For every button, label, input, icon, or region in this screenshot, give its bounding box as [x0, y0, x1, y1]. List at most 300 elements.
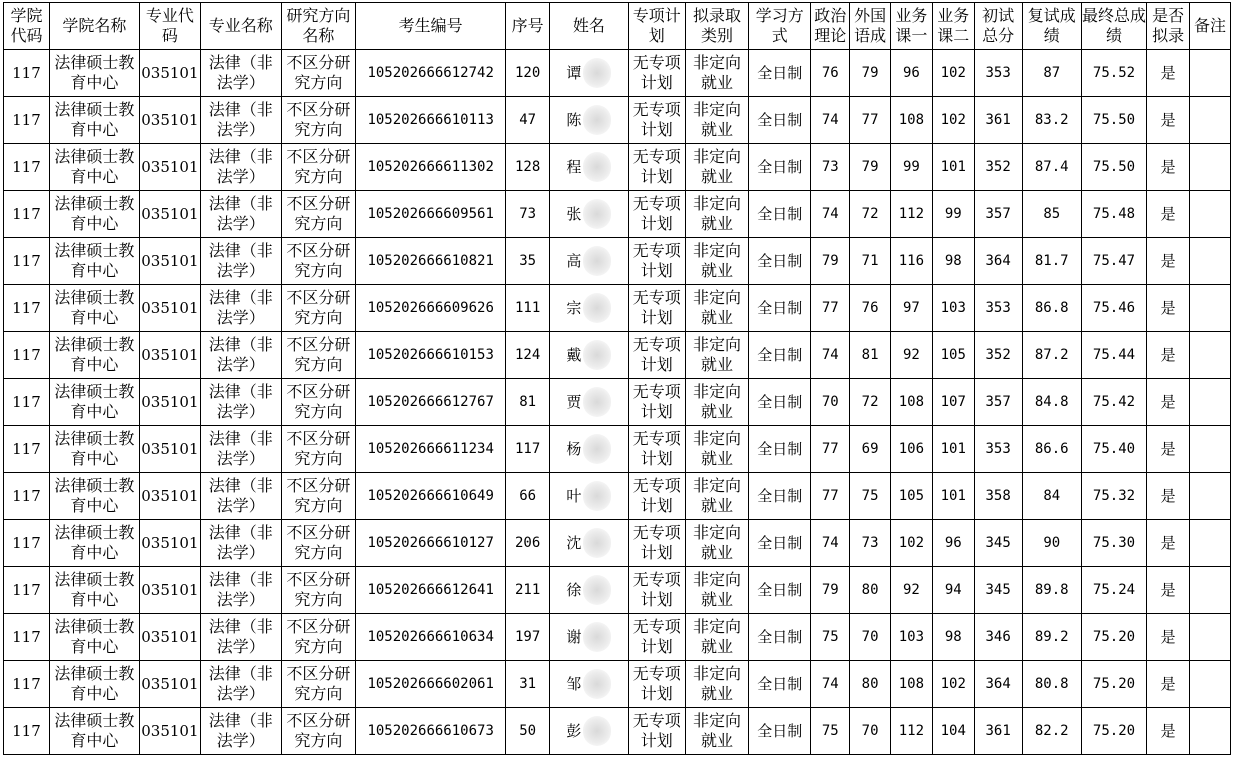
exam-id-cell: 105202666612641	[356, 567, 506, 614]
course1-cell: 97	[890, 285, 932, 332]
final-cell: 75.50	[1081, 97, 1146, 144]
course2-cell: 104	[932, 708, 974, 755]
name-redaction-blur	[583, 340, 611, 370]
header-mode: 学习方式	[749, 3, 811, 50]
course1-cell: 108	[890, 97, 932, 144]
retest-cell: 80.8	[1022, 661, 1081, 708]
foreign-cell: 71	[850, 238, 891, 285]
major-name-cell: 法律（非法学）	[200, 661, 281, 708]
retest-cell: 85	[1022, 191, 1081, 238]
name-cell	[550, 238, 629, 285]
plan-cell: 无专项计划	[628, 238, 685, 285]
note-cell	[1190, 614, 1231, 661]
course1-cell: 112	[890, 708, 932, 755]
exam-id-cell: 105202666612767	[356, 379, 506, 426]
course1-cell: 92	[890, 567, 932, 614]
name-surname: 彭	[566, 722, 582, 740]
foreign-cell: 77	[850, 97, 891, 144]
final-cell: 75.44	[1081, 332, 1146, 379]
foreign-cell: 70	[850, 708, 891, 755]
course1-cell: 92	[890, 332, 932, 379]
final-cell: 75.47	[1081, 238, 1146, 285]
note-cell	[1190, 285, 1231, 332]
college-code-cell: 117	[4, 379, 50, 426]
seq-cell: 81	[506, 379, 550, 426]
major-name-cell: 法律（非法学）	[200, 567, 281, 614]
major-name-cell: 法律（非法学）	[200, 238, 281, 285]
mode-cell: 全日制	[749, 473, 811, 520]
retest-cell: 84	[1022, 473, 1081, 520]
direction-cell: 不区分研究方向	[281, 97, 356, 144]
final-cell: 75.20	[1081, 614, 1146, 661]
major-name-cell: 法律（非法学）	[200, 50, 281, 97]
name-surname: 叶	[566, 487, 582, 505]
retest-cell: 90	[1022, 520, 1081, 567]
name-surname: 张	[566, 205, 582, 223]
college-name-cell: 法律硕士教育中心	[49, 379, 139, 426]
category-cell: 非定向就业	[685, 708, 748, 755]
name-cell	[550, 332, 629, 379]
course2-cell: 101	[932, 144, 974, 191]
note-cell	[1190, 426, 1231, 473]
direction-cell: 不区分研究方向	[281, 332, 356, 379]
table-row	[4, 379, 1231, 426]
politics-cell: 73	[811, 144, 850, 191]
politics-cell: 74	[811, 97, 850, 144]
direction-cell: 不区分研究方向	[281, 379, 356, 426]
politics-cell: 74	[811, 332, 850, 379]
politics-cell: 75	[811, 708, 850, 755]
mode-cell: 全日制	[749, 144, 811, 191]
table-row	[4, 144, 1231, 191]
redacted-name	[566, 387, 611, 417]
admitted-cell: 是	[1147, 708, 1190, 755]
redacted-name	[566, 340, 611, 370]
header-final: 最终总成绩	[1081, 3, 1146, 50]
header-direction: 研究方向名称	[281, 3, 356, 50]
course1-cell: 108	[890, 379, 932, 426]
major-code-cell: 035101	[139, 614, 200, 661]
politics-cell: 79	[811, 238, 850, 285]
final-cell: 75.48	[1081, 191, 1146, 238]
seq-cell: 120	[506, 50, 550, 97]
final-cell: 75.30	[1081, 520, 1146, 567]
major-name-cell: 法律（非法学）	[200, 191, 281, 238]
major-code-cell: 035101	[139, 708, 200, 755]
name-cell	[550, 567, 629, 614]
retest-cell: 86.6	[1022, 426, 1081, 473]
college-name-cell: 法律硕士教育中心	[49, 191, 139, 238]
redacted-name	[566, 481, 611, 511]
name-surname: 谭	[566, 64, 582, 82]
plan-cell: 无专项计划	[628, 191, 685, 238]
redacted-name	[566, 293, 611, 323]
college-code-cell: 117	[4, 191, 50, 238]
note-cell	[1190, 238, 1231, 285]
college-code-cell: 117	[4, 285, 50, 332]
major-code-cell: 035101	[139, 426, 200, 473]
course2-cell: 102	[932, 50, 974, 97]
exam-id-cell: 105202666611302	[356, 144, 506, 191]
retest-cell: 84.8	[1022, 379, 1081, 426]
exam-id-cell: 105202666610634	[356, 614, 506, 661]
course2-cell: 101	[932, 426, 974, 473]
name-cell	[550, 50, 629, 97]
table-row	[4, 426, 1231, 473]
redacted-name	[566, 528, 611, 558]
admission-table	[3, 2, 1231, 755]
name-surname: 贾	[566, 393, 582, 411]
seq-cell: 73	[506, 191, 550, 238]
category-cell: 非定向就业	[685, 473, 748, 520]
college-name-cell: 法律硕士教育中心	[49, 520, 139, 567]
plan-cell: 无专项计划	[628, 614, 685, 661]
mode-cell: 全日制	[749, 614, 811, 661]
admitted-cell: 是	[1147, 661, 1190, 708]
exam-id-cell: 105202666609626	[356, 285, 506, 332]
foreign-cell: 79	[850, 50, 891, 97]
retest-cell: 89.8	[1022, 567, 1081, 614]
plan-cell: 无专项计划	[628, 708, 685, 755]
exam-id-cell: 105202666610649	[356, 473, 506, 520]
name-redaction-blur	[583, 246, 611, 276]
seq-cell: 211	[506, 567, 550, 614]
plan-cell: 无专项计划	[628, 379, 685, 426]
major-code-cell: 035101	[139, 332, 200, 379]
college-name-cell: 法律硕士教育中心	[49, 97, 139, 144]
course1-cell: 102	[890, 520, 932, 567]
admitted-cell: 是	[1147, 614, 1190, 661]
course2-cell: 103	[932, 285, 974, 332]
foreign-cell: 79	[850, 144, 891, 191]
name-surname: 宗	[566, 299, 582, 317]
category-cell: 非定向就业	[685, 144, 748, 191]
note-cell	[1190, 144, 1231, 191]
direction-cell: 不区分研究方向	[281, 238, 356, 285]
major-code-cell: 035101	[139, 191, 200, 238]
direction-cell: 不区分研究方向	[281, 614, 356, 661]
name-cell	[550, 426, 629, 473]
seq-cell: 111	[506, 285, 550, 332]
note-cell	[1190, 520, 1231, 567]
course1-cell: 106	[890, 426, 932, 473]
initial-cell: 352	[974, 332, 1022, 379]
major-name-cell: 法律（非法学）	[200, 332, 281, 379]
redacted-name	[566, 434, 611, 464]
initial-cell: 352	[974, 144, 1022, 191]
seq-cell: 117	[506, 426, 550, 473]
direction-cell: 不区分研究方向	[281, 144, 356, 191]
direction-cell: 不区分研究方向	[281, 520, 356, 567]
major-name-cell: 法律（非法学）	[200, 379, 281, 426]
course2-cell: 101	[932, 473, 974, 520]
mode-cell: 全日制	[749, 191, 811, 238]
category-cell: 非定向就业	[685, 520, 748, 567]
final-cell: 75.42	[1081, 379, 1146, 426]
seq-cell: 206	[506, 520, 550, 567]
course2-cell: 94	[932, 567, 974, 614]
initial-cell: 353	[974, 285, 1022, 332]
course1-cell: 99	[890, 144, 932, 191]
direction-cell: 不区分研究方向	[281, 50, 356, 97]
college-code-cell: 117	[4, 50, 50, 97]
redacted-name	[566, 199, 611, 229]
seq-cell: 124	[506, 332, 550, 379]
header-name: 姓名	[550, 3, 629, 50]
initial-cell: 357	[974, 191, 1022, 238]
redacted-name	[566, 105, 611, 135]
name-surname: 戴	[566, 346, 582, 364]
direction-cell: 不区分研究方向	[281, 473, 356, 520]
name-surname: 杨	[566, 440, 582, 458]
retest-cell: 89.2	[1022, 614, 1081, 661]
name-redaction-blur	[583, 105, 611, 135]
admitted-cell: 是	[1147, 97, 1190, 144]
politics-cell: 74	[811, 520, 850, 567]
retest-cell: 87.4	[1022, 144, 1081, 191]
major-name-cell: 法律（非法学）	[200, 473, 281, 520]
note-cell	[1190, 661, 1231, 708]
header-note: 备注	[1190, 3, 1231, 50]
table-row	[4, 473, 1231, 520]
mode-cell: 全日制	[749, 520, 811, 567]
major-code-cell: 035101	[139, 567, 200, 614]
college-code-cell: 117	[4, 426, 50, 473]
seq-cell: 128	[506, 144, 550, 191]
retest-cell: 87.2	[1022, 332, 1081, 379]
plan-cell: 无专项计划	[628, 332, 685, 379]
name-surname: 沈	[566, 534, 582, 552]
college-code-cell: 117	[4, 332, 50, 379]
admitted-cell: 是	[1147, 379, 1190, 426]
header-initial: 初试总分	[974, 3, 1022, 50]
name-surname: 邹	[566, 675, 582, 693]
exam-id-cell: 105202666610113	[356, 97, 506, 144]
header-foreign: 外国语成	[850, 3, 891, 50]
name-surname: 高	[566, 252, 582, 270]
category-cell: 非定向就业	[685, 238, 748, 285]
initial-cell: 345	[974, 567, 1022, 614]
final-cell: 75.32	[1081, 473, 1146, 520]
name-redaction-blur	[583, 669, 611, 699]
mode-cell: 全日制	[749, 426, 811, 473]
seq-cell: 66	[506, 473, 550, 520]
major-code-cell: 035101	[139, 285, 200, 332]
redacted-name	[566, 575, 611, 605]
major-code-cell: 035101	[139, 520, 200, 567]
politics-cell: 77	[811, 473, 850, 520]
course2-cell: 99	[932, 191, 974, 238]
name-cell	[550, 191, 629, 238]
direction-cell: 不区分研究方向	[281, 285, 356, 332]
table-row	[4, 238, 1231, 285]
college-name-cell: 法律硕士教育中心	[49, 238, 139, 285]
major-name-cell: 法律（非法学）	[200, 285, 281, 332]
name-surname: 程	[566, 158, 582, 176]
college-code-cell: 117	[4, 661, 50, 708]
table-row	[4, 191, 1231, 238]
admitted-cell: 是	[1147, 191, 1190, 238]
name-surname: 谢	[566, 628, 582, 646]
category-cell: 非定向就业	[685, 332, 748, 379]
college-name-cell: 法律硕士教育中心	[49, 285, 139, 332]
name-redaction-blur	[583, 387, 611, 417]
foreign-cell: 80	[850, 661, 891, 708]
note-cell	[1190, 191, 1231, 238]
name-cell	[550, 473, 629, 520]
politics-cell: 75	[811, 614, 850, 661]
name-surname: 徐	[566, 581, 582, 599]
name-cell	[550, 661, 629, 708]
mode-cell: 全日制	[749, 708, 811, 755]
major-code-cell: 035101	[139, 661, 200, 708]
college-name-cell: 法律硕士教育中心	[49, 50, 139, 97]
name-cell	[550, 708, 629, 755]
header-college-name: 学院名称	[49, 3, 139, 50]
exam-id-cell: 105202666610673	[356, 708, 506, 755]
name-redaction-blur	[583, 199, 611, 229]
initial-cell: 364	[974, 238, 1022, 285]
direction-cell: 不区分研究方向	[281, 426, 356, 473]
category-cell: 非定向就业	[685, 661, 748, 708]
politics-cell: 70	[811, 379, 850, 426]
exam-id-cell: 105202666602061	[356, 661, 506, 708]
final-cell: 75.20	[1081, 661, 1146, 708]
mode-cell: 全日制	[749, 50, 811, 97]
seq-cell: 35	[506, 238, 550, 285]
mode-cell: 全日制	[749, 379, 811, 426]
course2-cell: 98	[932, 614, 974, 661]
admitted-cell: 是	[1147, 144, 1190, 191]
course1-cell: 116	[890, 238, 932, 285]
initial-cell: 357	[974, 379, 1022, 426]
politics-cell: 76	[811, 50, 850, 97]
college-code-cell: 117	[4, 567, 50, 614]
college-code-cell: 117	[4, 614, 50, 661]
header-major-code: 专业代码	[139, 3, 200, 50]
major-name-cell: 法律（非法学）	[200, 520, 281, 567]
initial-cell: 361	[974, 97, 1022, 144]
plan-cell: 无专项计划	[628, 567, 685, 614]
initial-cell: 346	[974, 614, 1022, 661]
retest-cell: 81.7	[1022, 238, 1081, 285]
mode-cell: 全日制	[749, 97, 811, 144]
mode-cell: 全日制	[749, 567, 811, 614]
header-major-name: 专业名称	[200, 3, 281, 50]
note-cell	[1190, 473, 1231, 520]
name-redaction-blur	[583, 716, 611, 746]
name-surname: 陈	[566, 111, 582, 129]
exam-id-cell: 105202666612742	[356, 50, 506, 97]
category-cell: 非定向就业	[685, 379, 748, 426]
college-code-cell: 117	[4, 97, 50, 144]
exam-id-cell: 105202666610821	[356, 238, 506, 285]
admitted-cell: 是	[1147, 520, 1190, 567]
college-name-cell: 法律硕士教育中心	[49, 708, 139, 755]
foreign-cell: 72	[850, 191, 891, 238]
redacted-name	[566, 58, 611, 88]
admitted-cell: 是	[1147, 285, 1190, 332]
table-row	[4, 285, 1231, 332]
category-cell: 非定向就业	[685, 285, 748, 332]
plan-cell: 无专项计划	[628, 50, 685, 97]
foreign-cell: 70	[850, 614, 891, 661]
college-code-cell: 117	[4, 144, 50, 191]
course2-cell: 107	[932, 379, 974, 426]
politics-cell: 74	[811, 191, 850, 238]
admitted-cell: 是	[1147, 332, 1190, 379]
seq-cell: 197	[506, 614, 550, 661]
final-cell: 75.52	[1081, 50, 1146, 97]
initial-cell: 345	[974, 520, 1022, 567]
major-code-cell: 035101	[139, 144, 200, 191]
course1-cell: 108	[890, 661, 932, 708]
initial-cell: 358	[974, 473, 1022, 520]
note-cell	[1190, 379, 1231, 426]
name-redaction-blur	[583, 528, 611, 558]
direction-cell: 不区分研究方向	[281, 567, 356, 614]
college-name-cell: 法律硕士教育中心	[49, 426, 139, 473]
college-name-cell: 法律硕士教育中心	[49, 567, 139, 614]
name-redaction-blur	[583, 434, 611, 464]
header-course1: 业务课一	[890, 3, 932, 50]
direction-cell: 不区分研究方向	[281, 661, 356, 708]
admitted-cell: 是	[1147, 567, 1190, 614]
retest-cell: 86.8	[1022, 285, 1081, 332]
category-cell: 非定向就业	[685, 191, 748, 238]
table-row	[4, 332, 1231, 379]
retest-cell: 83.2	[1022, 97, 1081, 144]
table-row	[4, 614, 1231, 661]
name-cell	[550, 520, 629, 567]
direction-cell: 不区分研究方向	[281, 191, 356, 238]
college-name-cell: 法律硕士教育中心	[49, 614, 139, 661]
note-cell	[1190, 332, 1231, 379]
college-code-cell: 117	[4, 708, 50, 755]
name-cell	[550, 285, 629, 332]
major-code-cell: 035101	[139, 238, 200, 285]
course2-cell: 102	[932, 661, 974, 708]
plan-cell: 无专项计划	[628, 661, 685, 708]
foreign-cell: 76	[850, 285, 891, 332]
table-row	[4, 520, 1231, 567]
course2-cell: 102	[932, 97, 974, 144]
exam-id-cell: 105202666610127	[356, 520, 506, 567]
college-name-cell: 法律硕士教育中心	[49, 473, 139, 520]
mode-cell: 全日制	[749, 285, 811, 332]
politics-cell: 74	[811, 661, 850, 708]
name-redaction-blur	[583, 58, 611, 88]
table-row	[4, 708, 1231, 755]
header-politics: 政治理论	[811, 3, 850, 50]
course1-cell: 103	[890, 614, 932, 661]
category-cell: 非定向就业	[685, 50, 748, 97]
header-exam-id: 考生编号	[356, 3, 506, 50]
name-redaction-blur	[583, 481, 611, 511]
table-header	[4, 3, 1231, 50]
final-cell: 75.20	[1081, 708, 1146, 755]
redacted-name	[566, 152, 611, 182]
plan-cell: 无专项计划	[628, 520, 685, 567]
redacted-name	[566, 246, 611, 276]
course2-cell: 96	[932, 520, 974, 567]
college-code-cell: 117	[4, 520, 50, 567]
initial-cell: 361	[974, 708, 1022, 755]
plan-cell: 无专项计划	[628, 97, 685, 144]
final-cell: 75.24	[1081, 567, 1146, 614]
major-name-cell: 法律（非法学）	[200, 144, 281, 191]
name-cell	[550, 97, 629, 144]
